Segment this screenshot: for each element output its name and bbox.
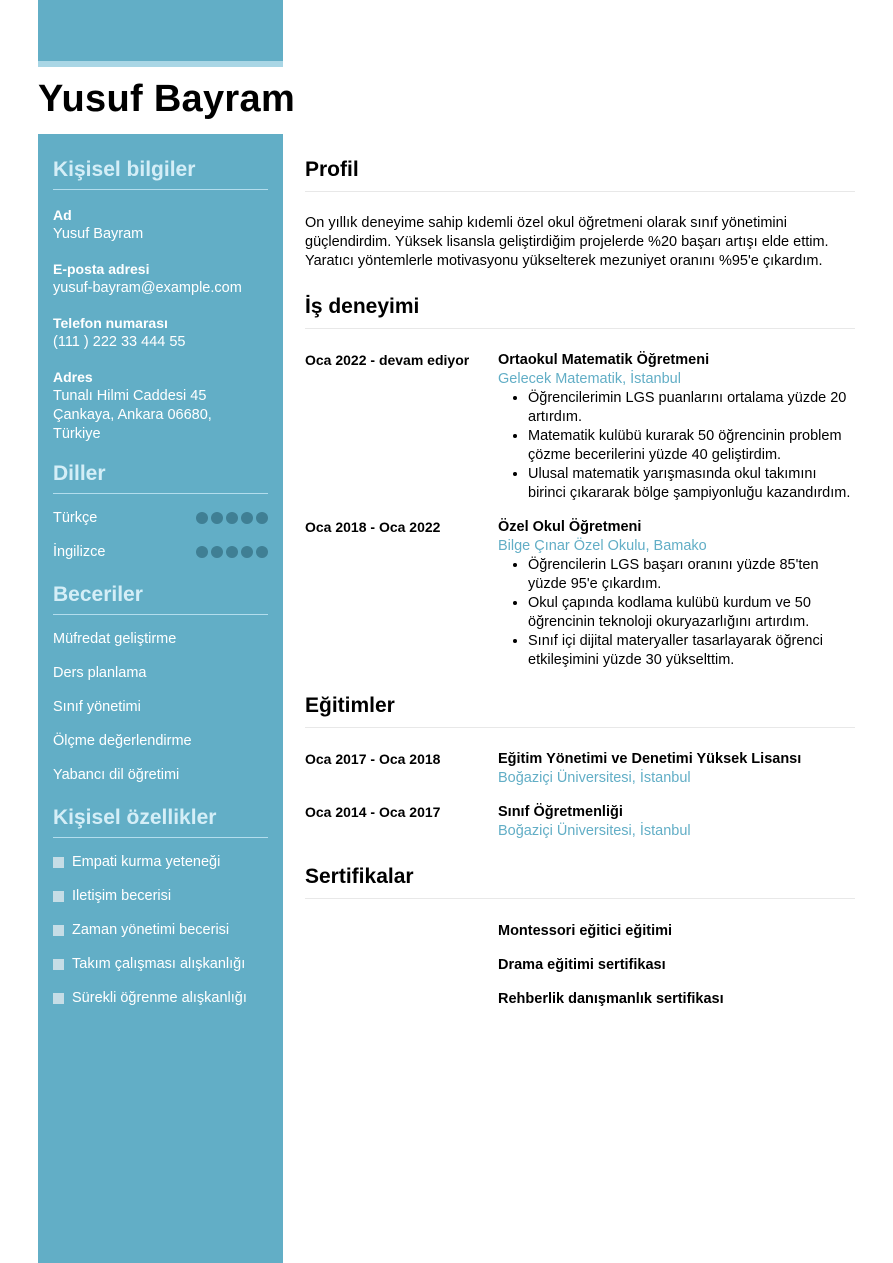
entry-title: Sınıf Öğretmenliği <box>498 804 623 820</box>
entry-organization: Gelecek Matematik, İstanbul <box>498 371 681 387</box>
entry-date: Oca 2017 - Oca 2018 <box>305 751 441 767</box>
square-bullet-icon <box>53 891 64 902</box>
main-content <box>305 134 855 1016</box>
skill-item: Ölçme değerlendirme <box>53 733 192 749</box>
field-value-address-line2: Çankaya, Ankara 06680, <box>53 407 212 423</box>
trait-label: Sürekli öğrenme alışkanlığı <box>72 990 247 1006</box>
entry-organization: Boğaziçi Üniversitesi, İstanbul <box>498 770 691 786</box>
language-name: Türkçe <box>53 510 98 526</box>
field-label-phone: Telefon numarası <box>53 315 168 331</box>
language-item <box>53 501 268 535</box>
bullet-item: • Okul çapında kodlama kulübü kurdum ve 50 öğrencinin teknoloji okuryazarlığını artırdım. <box>528 594 855 632</box>
education-entry <box>305 750 855 788</box>
header-stripe <box>38 61 283 67</box>
languages-section <box>53 462 268 569</box>
field-value-address-line3: Türkiye <box>53 426 101 442</box>
entry-date: Oca 2018 - Oca 2022 <box>305 519 441 535</box>
skills-heading: Beceriler <box>53 583 268 615</box>
entry-title: Eğitim Yönetimi ve Denetimi Yüksek Lisansı <box>498 751 802 767</box>
field-value-phone: (111 ) 222 33 444 55 <box>53 334 186 350</box>
trait-item <box>53 913 268 947</box>
square-bullet-icon <box>53 925 64 936</box>
square-bullet-icon <box>53 959 64 970</box>
trait-label: Takım çalışması alışkanlığı <box>72 956 246 972</box>
level-dot-icon <box>241 546 253 558</box>
certificates-heading: Sertifikalar <box>305 865 855 899</box>
field-label-email: E-posta adresi <box>53 261 150 277</box>
trait-label: Iletişim becerisi <box>72 888 172 904</box>
level-dot-icon <box>226 512 238 524</box>
languages-heading: Diller <box>53 462 268 494</box>
certificate-item: Montessori eğitici eğitimi <box>498 923 673 939</box>
personal-info-section <box>53 134 268 444</box>
level-dot-icon <box>256 546 268 558</box>
bullet-item: • Sınıf içi dijital materyaller tasarlayarak öğrenci etkileşimini yüzde 30 yükselttim. <box>528 632 855 670</box>
bullet-item: • Ulusal matematik yarışmasında okul takımını birinci çıkararak bölge şampiyonluğu kazandırdım. <box>528 465 855 503</box>
certificate-item: Drama eğitimi sertifikası <box>498 957 666 973</box>
bullet-item: • Matematik kulübü kurarak 50 öğrencinin problem çözme becerilerini yüzde 40 geliştirdim. <box>528 427 855 465</box>
field-value-address-line1: Tunalı Hilmi Caddesi 45 <box>53 388 207 404</box>
bullet-item: • Öğrencilerimin LGS puanlarını ortalama yüzde 20 artırdım. <box>528 389 855 427</box>
skills-section <box>53 583 268 792</box>
certificate-item: Rehberlik danışmanlık sertifikası <box>498 991 724 1007</box>
skill-item: Müfredat geliştirme <box>53 631 177 647</box>
entry-title: Ortaokul Matematik Öğretmeni <box>498 352 710 368</box>
field-value-name: Yusuf Bayram <box>53 226 144 242</box>
experience-entry <box>305 518 855 670</box>
experience-heading: İş deneyimi <box>305 295 855 329</box>
trait-item <box>53 879 268 913</box>
level-dot-icon <box>211 512 223 524</box>
entry-date: Oca 2022 - devam ediyor <box>305 352 470 368</box>
entry-bullets <box>498 389 855 503</box>
entry-organization: Bilge Çınar Özel Okulu, Bamako <box>498 538 707 554</box>
square-bullet-icon <box>53 857 64 868</box>
trait-item <box>53 981 268 1015</box>
profile-heading: Profil <box>305 158 855 192</box>
entry-bullets <box>498 556 855 670</box>
education-section <box>305 694 855 841</box>
entry-organization: Boğaziçi Üniversitesi, İstanbul <box>498 823 691 839</box>
language-level-dots <box>196 546 268 558</box>
level-dot-icon <box>211 546 223 558</box>
skill-item: Sınıf yönetimi <box>53 699 141 715</box>
traits-section <box>53 806 268 1015</box>
entry-title: Özel Okul Öğretmeni <box>498 519 642 535</box>
trait-item <box>53 947 268 981</box>
level-dot-icon <box>196 512 208 524</box>
language-level-dots <box>196 512 268 524</box>
candidate-name: Yusuf Bayram <box>38 78 296 120</box>
level-dot-icon <box>226 546 238 558</box>
field-label-name: Ad <box>53 207 72 223</box>
header-band <box>38 0 283 61</box>
experience-section <box>305 295 855 670</box>
square-bullet-icon <box>53 993 64 1004</box>
skill-item: Yabancı dil öğretimi <box>53 767 180 783</box>
profile-text: On yıllık deneyime sahip kıdemli özel okul öğretmeni olarak sınıf yönetimini güçlendirdim. Yüksek lisansla geliştirdiğim projelerde %20 başarı artışı elde ettim. Yaratıcı yöntemlerle motivasyonu yükselterek mezuniyet oranını %95'e çıkardım. <box>305 215 829 269</box>
trait-label: Empati kurma yeteneği <box>72 854 221 870</box>
personal-info-heading: Kişisel bilgiler <box>53 158 268 190</box>
profile-section <box>305 134 855 271</box>
trait-item <box>53 845 268 879</box>
level-dot-icon <box>196 546 208 558</box>
entry-date: Oca 2014 - Oca 2017 <box>305 804 441 820</box>
field-label-address: Adres <box>53 369 93 385</box>
sidebar <box>38 134 283 1263</box>
level-dot-icon <box>256 512 268 524</box>
level-dot-icon <box>241 512 253 524</box>
field-value-email: yusuf-bayram@example.com <box>53 280 242 296</box>
education-entry <box>305 803 855 841</box>
education-heading: Eğitimler <box>305 694 855 728</box>
skill-item: Ders planlama <box>53 665 147 681</box>
language-name: İngilizce <box>53 544 106 560</box>
language-item <box>53 535 268 569</box>
experience-entry <box>305 351 855 503</box>
traits-heading: Kişisel özellikler <box>53 806 268 838</box>
trait-label: Zaman yönetimi becerisi <box>72 922 230 938</box>
certificates-section <box>305 865 855 1016</box>
bullet-item: • Öğrencilerin LGS başarı oranını yüzde 85'ten yüzde 95'e çıkardım. <box>528 556 855 594</box>
